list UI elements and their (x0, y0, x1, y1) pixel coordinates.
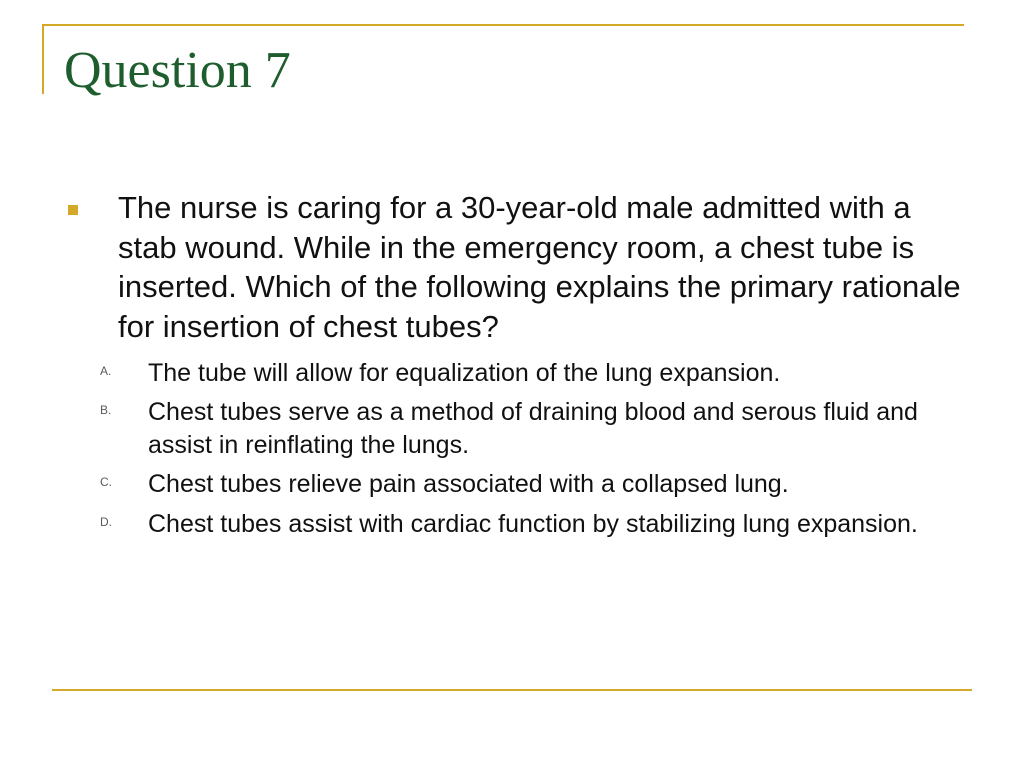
answer-option-a (64, 357, 964, 390)
option-letter: D. (100, 514, 112, 529)
option-text: Chest tubes relieve pain associated with a collapsed lung. (148, 470, 789, 499)
slide-title: Question 7 (64, 42, 291, 99)
option-letter: C. (100, 475, 112, 490)
frame-top-line (42, 24, 964, 26)
option-text: Chest tubes assist with cardiac function by stabilizing lung expansion. (148, 509, 918, 538)
question-bullet (64, 188, 964, 347)
slide-content (64, 188, 964, 547)
answer-option-b (64, 396, 964, 461)
answer-options-list (64, 357, 964, 541)
answer-option-c (64, 468, 964, 501)
option-letter: B. (100, 403, 112, 418)
option-text: Chest tubes serve as a method of draining blood and serous fluid and assist in reinflating the lungs. (148, 398, 918, 459)
question-text: The nurse is caring for a 30-year-old male admitted with a stab wound. While in the emergency room, a chest tube is inserted. Which of the following explains the primary rationale for insertion of chest tubes? (118, 190, 961, 345)
option-letter: A. (100, 363, 112, 378)
option-text: The tube will allow for equalization of the lung expansion. (148, 358, 781, 387)
frame-left-line (42, 24, 44, 94)
answer-option-d (64, 508, 964, 541)
frame-bottom-line (52, 689, 972, 691)
square-bullet-icon (68, 205, 78, 215)
